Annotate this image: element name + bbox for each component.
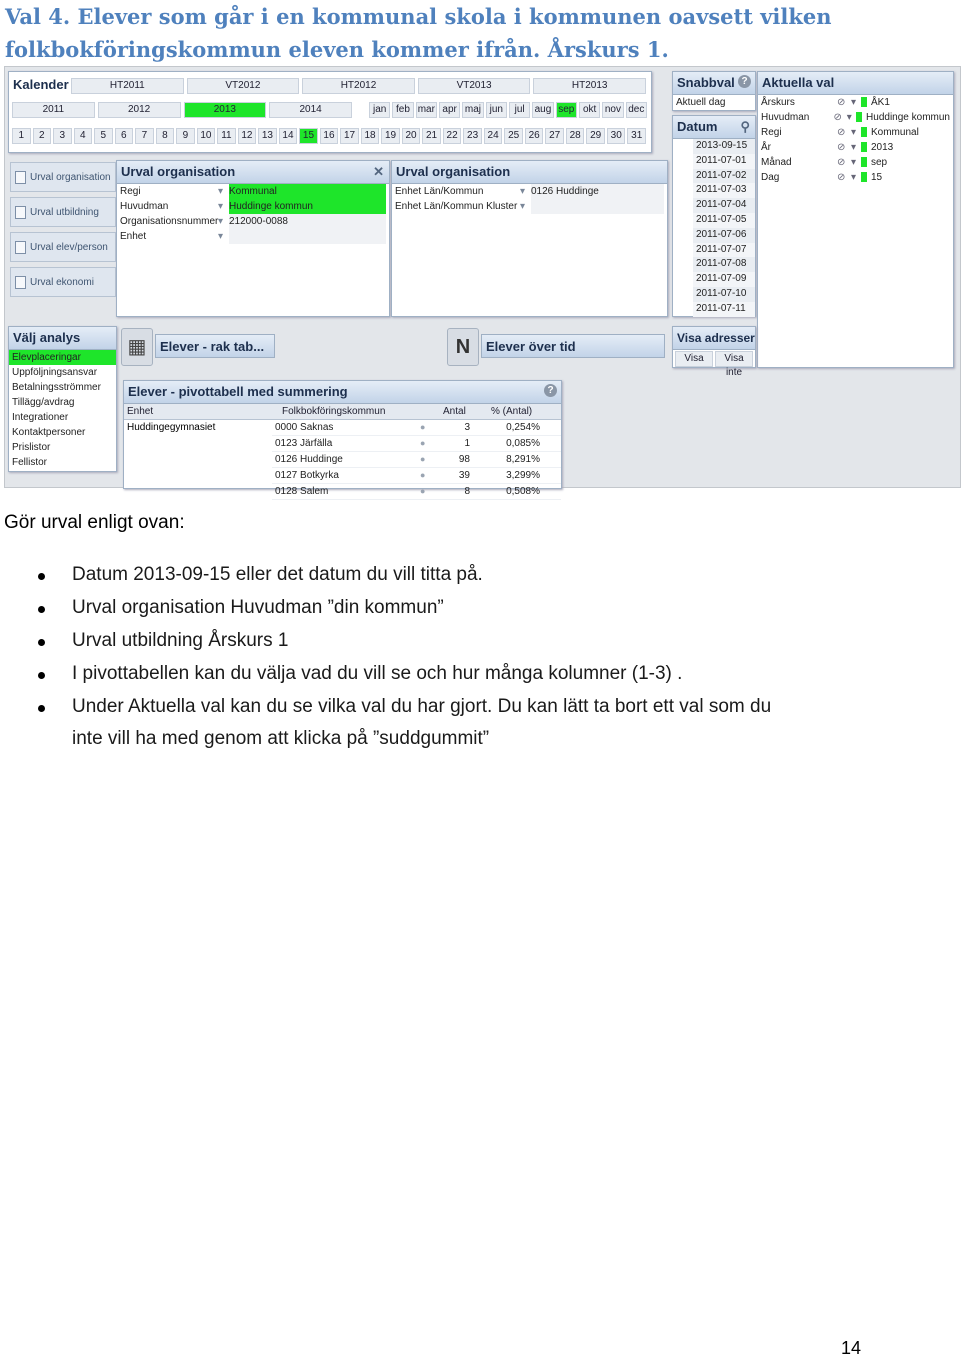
document-icon	[15, 171, 26, 184]
analys-item[interactable]: Elevplaceringar	[9, 350, 116, 365]
line-chart-icon: N	[447, 328, 479, 366]
pivot-antal: 39	[458, 470, 470, 481]
day-cell[interactable]: 3	[53, 128, 72, 144]
aktuella-val-field: Regi	[761, 127, 782, 138]
sidebar-item-label: Urval utbildning	[30, 207, 99, 218]
month-cell[interactable]: nov	[602, 102, 623, 118]
bullet-item: Under Aktuella val kan du se vilka val du har gjort. Du kan lätt ta bort ett val som du	[72, 696, 772, 717]
month-cell[interactable]: jul	[509, 102, 530, 118]
term-cell[interactable]: HT2013	[533, 78, 646, 94]
term-cell[interactable]: HT2012	[302, 78, 415, 94]
datum-panel	[672, 115, 756, 317]
app-screenshot	[4, 66, 961, 497]
bullet-item-continuation: inte vill ha med genom att klicka på ”suddgummit”	[72, 728, 490, 749]
term-cell[interactable]: VT2012	[187, 78, 300, 94]
aktuella-val-row	[758, 110, 953, 125]
aktuella-val-title: Aktuella val	[762, 75, 835, 90]
pivot-pct: 3,299%	[506, 470, 540, 481]
day-cell[interactable]: 27	[545, 128, 564, 144]
month-cell[interactable]: mar	[416, 102, 437, 118]
urval-field: Enhet Län/Kommun	[395, 186, 484, 197]
pivot-row	[272, 436, 561, 452]
urval-org-2-title: Urval organisation	[396, 164, 511, 179]
pivot-pct: 8,291%	[506, 454, 540, 465]
valj-analys-list	[9, 350, 116, 470]
over-tid-label: Elever över tid	[481, 334, 665, 358]
analys-item[interactable]: Tillägg/avdrag	[12, 397, 75, 408]
day-cell[interactable]: 4	[74, 128, 93, 144]
aktuella-val-value: sep	[871, 157, 888, 168]
pivot-kommun: 0000 Saknas	[275, 422, 334, 433]
day-cell[interactable]: 16	[320, 128, 339, 144]
urval-org-panel-2	[391, 160, 668, 317]
dropdown-icon[interactable]: ▾	[851, 157, 857, 168]
aktuella-val-row	[758, 95, 953, 110]
aktuella-val-value: ÅK1	[871, 97, 890, 108]
datum-item[interactable]: 2011-07-01	[693, 154, 755, 169]
sidebar-nav	[5, 159, 120, 314]
datum-item[interactable]: 2011-07-08	[693, 257, 755, 272]
year-cell[interactable]: 2012	[98, 102, 181, 118]
pivot-header-antal[interactable]: Antal	[443, 406, 466, 417]
visa-adresser-panel	[672, 326, 756, 378]
analys-item[interactable]: Fellistor	[12, 457, 48, 468]
day-cell[interactable]: 26	[525, 128, 544, 144]
pivot-antal: 3	[464, 422, 470, 433]
search-icon[interactable]: ⚲	[740, 119, 750, 134]
dropdown-icon[interactable]: ▾	[520, 201, 526, 212]
expand-icon[interactable]: ●	[420, 438, 426, 448]
pivot-pct: 0,254%	[506, 422, 540, 433]
sidebar-item[interactable]	[10, 197, 116, 227]
pivot-kommun: 0127 Botkyrka	[275, 470, 339, 481]
term-cell[interactable]: VT2013	[418, 78, 531, 94]
month-cell[interactable]: sep	[556, 102, 577, 118]
aktuella-val-value: Kommunal	[871, 127, 919, 138]
pivot-antal: 1	[464, 438, 470, 449]
aktuella-val-field: Huvudman	[761, 112, 810, 123]
month-cell[interactable]: maj	[462, 102, 483, 118]
kalender-title: Kalender	[13, 77, 69, 92]
pivot-header	[124, 404, 561, 420]
datum-title: Datum	[677, 119, 718, 134]
sidebar-item-label: Urval ekonomi	[30, 277, 94, 288]
dropdown-icon[interactable]: ▾	[851, 172, 857, 183]
year-cell[interactable]: 2011	[12, 102, 95, 118]
bullet-item: Urval utbildning Årskurs 1	[72, 630, 289, 651]
analys-item[interactable]: Uppföljningsansvar	[12, 367, 98, 378]
aktuella-val-field: Månad	[761, 157, 792, 168]
aktuella-val-panel	[757, 71, 954, 368]
pivot-row	[272, 468, 561, 484]
datum-item[interactable]: 2011-07-11	[693, 302, 755, 317]
sidebar-item[interactable]	[10, 232, 116, 262]
day-cell[interactable]: 13	[258, 128, 277, 144]
bullet-marker	[38, 639, 45, 646]
day-cell[interactable]: 20	[402, 128, 421, 144]
day-cell[interactable]: 5	[94, 128, 113, 144]
bullet-marker	[38, 705, 45, 712]
datum-list	[673, 139, 755, 317]
pivot-header-kommun[interactable]: Folkbokföringskommun	[282, 406, 386, 417]
green-marker-icon	[861, 172, 867, 182]
aktuella-val-value: 15	[871, 172, 883, 183]
year-row	[12, 102, 352, 118]
urval-value[interactable]: 212000-0088	[229, 214, 386, 229]
urval-org-1-list	[117, 184, 389, 244]
document-icon	[15, 206, 26, 219]
datum-item[interactable]: 2013-09-15	[693, 139, 755, 154]
year-cell[interactable]: 2013	[184, 102, 267, 118]
month-cell[interactable]: jun	[486, 102, 507, 118]
visa-button[interactable]: Visa	[675, 351, 713, 367]
urval-row	[117, 199, 389, 214]
day-cell[interactable]: 21	[422, 128, 441, 144]
urval-org-2-list	[392, 184, 667, 214]
day-cell[interactable]: 6	[115, 128, 134, 144]
day-cell[interactable]: 25	[504, 128, 523, 144]
pivot-row	[272, 484, 561, 500]
green-marker-icon	[856, 112, 862, 122]
eraser-icon[interactable]: ⊘	[837, 127, 846, 138]
bullet-item: I pivottabellen kan du välja vad du vill se och hur många kolumner (1-3) .	[72, 663, 683, 684]
visa-adresser-title: Visa adresser	[677, 331, 755, 345]
dropdown-icon[interactable]: ▾	[218, 201, 224, 212]
document-icon	[15, 276, 26, 289]
urval-org-1-title: Urval organisation	[121, 164, 236, 179]
snabbval-item[interactable]: Aktuell dag	[676, 97, 726, 108]
sidebar-item[interactable]	[10, 267, 116, 297]
aktuella-val-value: 2013	[871, 142, 894, 153]
month-cell[interactable]: aug	[532, 102, 553, 118]
urval-field: Huvudman	[120, 201, 169, 212]
urval-value[interactable]: Kommunal	[229, 184, 386, 199]
pivot-antal: 8	[464, 486, 470, 497]
eraser-icon[interactable]: ⊘	[837, 142, 846, 153]
bullet-marker	[38, 573, 45, 580]
month-cell[interactable]: apr	[439, 102, 460, 118]
help-icon[interactable]: ?	[544, 384, 557, 397]
valj-analys-panel	[8, 326, 117, 472]
dropdown-icon[interactable]: ▾	[218, 231, 224, 242]
pivot-header-enhet[interactable]: Enhet	[127, 406, 154, 417]
day-cell[interactable]: 22	[443, 128, 462, 144]
aktuella-val-field: Dag	[761, 172, 780, 183]
urval-row	[117, 229, 389, 244]
dropdown-icon[interactable]: ▾	[851, 142, 857, 153]
sidebar-item-label: Urval organisation	[30, 172, 111, 183]
day-cell[interactable]: 2	[33, 128, 52, 144]
analys-item[interactable]: Integrationer	[12, 412, 69, 423]
expand-icon[interactable]: ●	[420, 470, 426, 480]
pivot-panel	[123, 380, 562, 497]
month-cell[interactable]: dec	[626, 102, 647, 118]
page-heading	[5, 0, 955, 66]
valj-analys-title: Välj analys	[13, 330, 81, 345]
bullet-marker	[38, 606, 45, 613]
day-cell[interactable]: 10	[197, 128, 216, 144]
datum-item[interactable]: 2011-07-03	[693, 183, 755, 198]
green-marker-icon	[861, 157, 867, 167]
analys-item[interactable]: Betalningsströmmer	[12, 382, 101, 393]
term-row	[71, 78, 646, 94]
kalender-panel	[8, 71, 652, 153]
urval-field: Enhet	[120, 231, 147, 242]
datum-item[interactable]: 2011-07-06	[693, 228, 755, 243]
document-icon	[15, 241, 26, 254]
instructions-heading: Gör urval enligt ovan:	[4, 512, 185, 533]
aktuella-val-value: Huddinge kommun	[866, 112, 950, 123]
day-cell[interactable]: 18	[361, 128, 380, 144]
urval-value[interactable]	[229, 229, 386, 244]
pivot-title: Elever - pivottabell med summering	[128, 384, 348, 399]
day-cell[interactable]: 1	[12, 128, 31, 144]
pivot-pct: 0,085%	[506, 438, 540, 449]
eraser-icon[interactable]: ⊘	[833, 112, 842, 123]
datum-item[interactable]: 2011-07-02	[693, 169, 755, 184]
snabbval-panel	[672, 71, 756, 111]
pivot-pct: 0,508%	[506, 486, 540, 497]
urval-field: Regi	[120, 186, 141, 197]
day-cell[interactable]: 17	[340, 128, 359, 144]
page-number: 14	[841, 1338, 862, 1358]
day-cell[interactable]: 15	[299, 128, 318, 144]
dropdown-icon[interactable]: ▾	[851, 127, 857, 138]
aktuella-val-row	[758, 170, 953, 185]
pivot-rows	[272, 420, 561, 500]
heading-line-1: Val 4. Elever som går i en kommunal skola i kommunen oavsett vilken	[5, 4, 832, 29]
day-cell[interactable]: 23	[463, 128, 482, 144]
rak-tab-button[interactable]	[121, 328, 276, 368]
aktuella-val-list	[758, 95, 953, 185]
dropdown-icon[interactable]: ▾	[851, 97, 857, 108]
urval-org-panel-1	[116, 160, 390, 317]
day-cell[interactable]: 19	[381, 128, 400, 144]
pivot-kommun: 0123 Järfälla	[275, 438, 333, 449]
aktuella-val-field: Årskurs	[761, 97, 795, 108]
pivot-enhet-cell: Huddingegymnasiet	[127, 422, 216, 433]
expand-icon[interactable]: ●	[420, 454, 426, 464]
over-tid-button[interactable]	[447, 328, 665, 368]
expand-icon[interactable]: ●	[420, 486, 426, 496]
green-marker-icon	[861, 142, 867, 152]
pivot-antal: 98	[458, 454, 470, 465]
day-cell[interactable]: 30	[607, 128, 626, 144]
analys-item[interactable]: Kontaktpersoner	[12, 427, 86, 438]
month-row	[369, 102, 647, 118]
day-cell[interactable]: 7	[135, 128, 154, 144]
month-cell[interactable]: okt	[579, 102, 600, 118]
day-cell[interactable]: 29	[586, 128, 605, 144]
aktuella-val-row	[758, 155, 953, 170]
green-marker-icon	[861, 127, 867, 137]
urval-field: Enhet Län/Kommun Kluster	[395, 201, 518, 212]
eraser-icon[interactable]: ⊘	[837, 97, 846, 108]
datum-item[interactable]: 2011-07-07	[693, 243, 755, 258]
day-cell[interactable]: 28	[566, 128, 585, 144]
urval-row	[117, 214, 389, 229]
datum-item[interactable]: 2011-07-04	[693, 198, 755, 213]
urval-value[interactable]	[531, 199, 664, 214]
expand-icon[interactable]: ●	[420, 422, 426, 432]
urval-value[interactable]: 0126 Huddinge	[531, 184, 664, 199]
day-row	[12, 128, 646, 144]
clear-selection-icon[interactable]: ✕	[373, 164, 384, 179]
visa-inte-button[interactable]: Visa inte	[715, 351, 753, 367]
month-cell[interactable]: jan	[369, 102, 390, 118]
rak-tab-label: Elever - rak tab...	[155, 334, 275, 358]
heading-line-2: folkbokföringskommun eleven kommer ifrån. Årskurs 1.	[5, 37, 669, 62]
urval-row	[117, 184, 389, 199]
sidebar-item[interactable]	[10, 162, 116, 192]
day-cell[interactable]: 11	[217, 128, 236, 144]
urval-row	[392, 184, 667, 199]
datum-item[interactable]: 2011-07-10	[693, 287, 755, 302]
day-cell[interactable]: 14	[279, 128, 298, 144]
datum-item[interactable]: 2011-07-09	[693, 272, 755, 287]
snabbval-title: Snabbval	[677, 75, 735, 90]
bullet-item: Datum 2013-09-15 eller det datum du vill titta på.	[72, 564, 483, 585]
sidebar-item-label: Urval elev/person	[30, 242, 108, 253]
aktuella-val-field: År	[761, 142, 771, 153]
dropdown-icon[interactable]: ▾	[846, 112, 852, 123]
dropdown-icon[interactable]: ▾	[520, 186, 526, 197]
urval-field: Organisationsnummer	[120, 216, 219, 227]
dropdown-icon[interactable]: ▾	[218, 186, 224, 197]
day-cell[interactable]: 24	[484, 128, 503, 144]
day-cell[interactable]: 31	[627, 128, 646, 144]
day-cell[interactable]: 8	[156, 128, 175, 144]
urval-row	[392, 199, 667, 214]
pivot-row	[272, 420, 561, 436]
month-cell[interactable]: feb	[392, 102, 413, 118]
term-cell[interactable]: HT2011	[71, 78, 184, 94]
green-marker-icon	[861, 97, 867, 107]
aktuella-val-row	[758, 125, 953, 140]
datum-item[interactable]: 2011-07-05	[693, 213, 755, 228]
dropdown-icon[interactable]: ▾	[218, 216, 224, 227]
eraser-icon[interactable]: ⊘	[837, 172, 846, 183]
eraser-icon[interactable]: ⊘	[837, 157, 846, 168]
pivot-header-pct[interactable]: % (Antal)	[491, 406, 533, 417]
aktuella-val-row	[758, 140, 953, 155]
day-cell[interactable]: 9	[176, 128, 195, 144]
pivot-row	[272, 452, 561, 468]
analys-item[interactable]: Prislistor	[12, 442, 51, 453]
bullet-item: Urval organisation Huvudman ”din kommun”	[72, 597, 444, 618]
bullet-marker	[38, 672, 45, 679]
table-icon: ▦	[121, 328, 153, 366]
pivot-kommun: 0128 Salem	[275, 486, 329, 497]
year-cell[interactable]: 2014	[269, 102, 352, 118]
pivot-kommun: 0126 Huddinge	[275, 454, 343, 465]
help-icon[interactable]: ?	[738, 75, 751, 88]
day-cell[interactable]: 12	[238, 128, 257, 144]
urval-value[interactable]: Huddinge kommun	[229, 199, 386, 214]
